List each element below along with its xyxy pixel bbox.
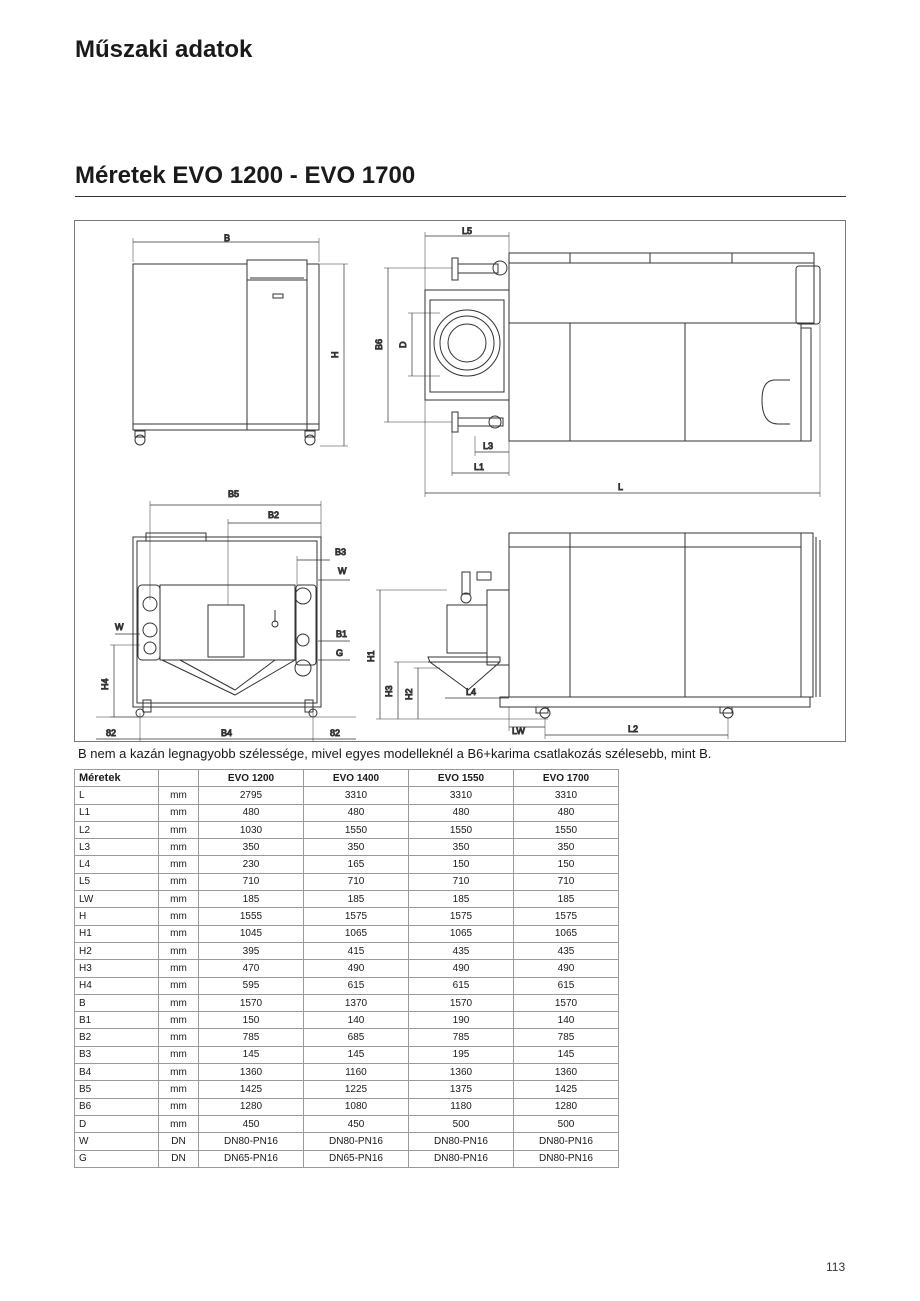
table-cell: 500 bbox=[409, 1115, 514, 1132]
table-cell: 490 bbox=[409, 960, 514, 977]
table-cell: 710 bbox=[409, 873, 514, 890]
dimensions-table bbox=[74, 769, 619, 1168]
table-cell: 140 bbox=[304, 1012, 409, 1029]
table-cell: 3310 bbox=[304, 787, 409, 804]
table-cell: 615 bbox=[304, 977, 409, 994]
table-cell: 3310 bbox=[409, 787, 514, 804]
table-cell: 1360 bbox=[409, 1064, 514, 1081]
table-cell: 685 bbox=[304, 1029, 409, 1046]
table-cell: mm bbox=[159, 891, 199, 908]
table-cell: 490 bbox=[304, 960, 409, 977]
table-cell: 350 bbox=[304, 839, 409, 856]
table-cell: B3 bbox=[75, 1046, 159, 1063]
technical-drawing bbox=[74, 220, 846, 742]
table-cell: mm bbox=[159, 821, 199, 838]
dim-label-B5: B5 bbox=[228, 489, 240, 499]
table-cell: mm bbox=[159, 1012, 199, 1029]
table-cell: L5 bbox=[75, 873, 159, 890]
table-cell: 710 bbox=[304, 873, 409, 890]
dim-label-B6: B6 bbox=[374, 338, 384, 350]
table-cell: 480 bbox=[409, 804, 514, 821]
table-cell: G bbox=[75, 1150, 159, 1167]
table-row bbox=[75, 1012, 619, 1029]
title-divider bbox=[75, 196, 846, 197]
table-cell: H1 bbox=[75, 925, 159, 942]
side-view bbox=[376, 533, 820, 739]
table-cell: mm bbox=[159, 960, 199, 977]
table-row bbox=[75, 925, 619, 942]
table-cell: 1045 bbox=[199, 925, 304, 942]
table-cell: mm bbox=[159, 1029, 199, 1046]
table-cell: 1570 bbox=[199, 994, 304, 1011]
table-cell: 1065 bbox=[409, 925, 514, 942]
dim-label-82-left: 82 bbox=[106, 728, 117, 738]
dim-label-LW: LW bbox=[512, 726, 525, 736]
table-cell: 615 bbox=[514, 977, 619, 994]
header-cell: EVO 1550 bbox=[409, 770, 514, 787]
table-cell: L3 bbox=[75, 839, 159, 856]
table-cell: 1550 bbox=[409, 821, 514, 838]
table-cell: 480 bbox=[514, 804, 619, 821]
table-cell: 1575 bbox=[304, 908, 409, 925]
dim-label-W-left: W bbox=[115, 622, 124, 632]
front-view bbox=[133, 238, 348, 446]
table-cell: 195 bbox=[409, 1046, 514, 1063]
table-cell: L2 bbox=[75, 821, 159, 838]
table-cell: 1575 bbox=[409, 908, 514, 925]
table-cell: H4 bbox=[75, 977, 159, 994]
table-row bbox=[75, 821, 619, 838]
table-cell: 450 bbox=[304, 1115, 409, 1132]
table-cell: 1030 bbox=[199, 821, 304, 838]
dim-label-W-right: W bbox=[338, 566, 347, 576]
table-cell: 185 bbox=[199, 891, 304, 908]
table-cell: H2 bbox=[75, 942, 159, 959]
table-row bbox=[75, 1029, 619, 1046]
table-cell: 145 bbox=[514, 1046, 619, 1063]
dim-label-B2: B2 bbox=[268, 510, 280, 520]
table-cell: 435 bbox=[409, 942, 514, 959]
table-cell: DN80-PN16 bbox=[514, 1133, 619, 1150]
table-row bbox=[75, 1133, 619, 1150]
table-cell: 1425 bbox=[199, 1081, 304, 1098]
table-cell: mm bbox=[159, 804, 199, 821]
section-title: Méretek EVO 1200 - EVO 1700 bbox=[75, 162, 416, 189]
table-cell: 1570 bbox=[409, 994, 514, 1011]
dim-label-D: D bbox=[398, 341, 408, 348]
table-cell: 710 bbox=[199, 873, 304, 890]
table-cell: H bbox=[75, 908, 159, 925]
dim-label-B3: B3 bbox=[335, 547, 347, 557]
page-title: Műszaki adatok bbox=[75, 36, 253, 63]
table-cell: 350 bbox=[409, 839, 514, 856]
table-cell: L bbox=[75, 787, 159, 804]
header-cell: EVO 1700 bbox=[514, 770, 619, 787]
table-cell: 1180 bbox=[409, 1098, 514, 1115]
table-cell: 3310 bbox=[514, 787, 619, 804]
table-cell: mm bbox=[159, 1081, 199, 1098]
table-cell: B2 bbox=[75, 1029, 159, 1046]
table-cell: 350 bbox=[514, 839, 619, 856]
table-cell: DN80-PN16 bbox=[304, 1133, 409, 1150]
table-cell: mm bbox=[159, 839, 199, 856]
dim-label-L3: L3 bbox=[483, 441, 494, 451]
table-cell: 1280 bbox=[199, 1098, 304, 1115]
table-cell: 615 bbox=[409, 977, 514, 994]
table-cell: 490 bbox=[514, 960, 619, 977]
dim-label-L4: L4 bbox=[466, 687, 477, 697]
table-row bbox=[75, 804, 619, 821]
table-row bbox=[75, 891, 619, 908]
table-cell: 165 bbox=[304, 856, 409, 873]
table-row bbox=[75, 856, 619, 873]
dim-label-H1: H1 bbox=[366, 650, 376, 662]
table-cell: 350 bbox=[199, 839, 304, 856]
table-cell: 190 bbox=[409, 1012, 514, 1029]
table-cell: mm bbox=[159, 873, 199, 890]
table-cell: DN bbox=[159, 1133, 199, 1150]
dim-label-H2: H2 bbox=[404, 688, 414, 700]
footnote: B nem a kazán legnagyobb szélessége, mivel egyes modelleknél a B6+karima csatlakozás szélesebb, mint B. bbox=[78, 746, 712, 761]
table-cell: L1 bbox=[75, 804, 159, 821]
table-cell: mm bbox=[159, 994, 199, 1011]
table-cell: 450 bbox=[199, 1115, 304, 1132]
table-cell: mm bbox=[159, 1046, 199, 1063]
table-cell: 1570 bbox=[514, 994, 619, 1011]
table-cell: mm bbox=[159, 942, 199, 959]
table-cell: 470 bbox=[199, 960, 304, 977]
table-cell: mm bbox=[159, 787, 199, 804]
table-cell: 1550 bbox=[514, 821, 619, 838]
top-view bbox=[384, 232, 820, 497]
table-cell: DN bbox=[159, 1150, 199, 1167]
table-cell: 1550 bbox=[304, 821, 409, 838]
table-cell: 1160 bbox=[304, 1064, 409, 1081]
table-row bbox=[75, 1064, 619, 1081]
table-cell: 480 bbox=[199, 804, 304, 821]
rear-view bbox=[96, 501, 356, 741]
table-cell: LW bbox=[75, 891, 159, 908]
table-cell: mm bbox=[159, 908, 199, 925]
table-cell: 785 bbox=[409, 1029, 514, 1046]
dim-label-B4: B4 bbox=[221, 728, 233, 738]
table-cell: mm bbox=[159, 856, 199, 873]
table-cell: 1375 bbox=[409, 1081, 514, 1098]
table-cell: mm bbox=[159, 1115, 199, 1132]
header-cell bbox=[159, 770, 199, 787]
dim-label-L2: L2 bbox=[628, 724, 639, 734]
table-cell: B4 bbox=[75, 1064, 159, 1081]
table-cell: 480 bbox=[304, 804, 409, 821]
table-row bbox=[75, 787, 619, 804]
table-cell: 185 bbox=[514, 891, 619, 908]
table-cell: 1080 bbox=[304, 1098, 409, 1115]
dim-label-L1: L1 bbox=[474, 462, 485, 472]
table-cell: DN65-PN16 bbox=[304, 1150, 409, 1167]
table-cell: 1065 bbox=[514, 925, 619, 942]
table-cell: DN80-PN16 bbox=[514, 1150, 619, 1167]
table-row bbox=[75, 873, 619, 890]
table-cell: 1370 bbox=[304, 994, 409, 1011]
dim-label-L5: L5 bbox=[462, 226, 473, 236]
table-cell: DN80-PN16 bbox=[409, 1133, 514, 1150]
table-cell: 1280 bbox=[514, 1098, 619, 1115]
header-cell: Méretek bbox=[75, 770, 159, 787]
table-row bbox=[75, 977, 619, 994]
table-cell: 150 bbox=[514, 856, 619, 873]
table-cell: B1 bbox=[75, 1012, 159, 1029]
table-cell: B5 bbox=[75, 1081, 159, 1098]
table-cell: 710 bbox=[514, 873, 619, 890]
table-cell: D bbox=[75, 1115, 159, 1132]
table-row bbox=[75, 1046, 619, 1063]
table-cell: 785 bbox=[514, 1029, 619, 1046]
dim-label-H4: H4 bbox=[100, 678, 110, 690]
table-cell: 500 bbox=[514, 1115, 619, 1132]
table-cell: 1065 bbox=[304, 925, 409, 942]
table-cell: DN80-PN16 bbox=[199, 1133, 304, 1150]
table-cell: 1225 bbox=[304, 1081, 409, 1098]
table-row bbox=[75, 960, 619, 977]
header-cell: EVO 1200 bbox=[199, 770, 304, 787]
table-cell: 1360 bbox=[514, 1064, 619, 1081]
dim-label-B1: B1 bbox=[336, 629, 348, 639]
table-cell: 185 bbox=[409, 891, 514, 908]
table-cell: 2795 bbox=[199, 787, 304, 804]
table-cell: 1555 bbox=[199, 908, 304, 925]
table-row bbox=[75, 1115, 619, 1132]
table-row bbox=[75, 1150, 619, 1167]
table-cell: 1575 bbox=[514, 908, 619, 925]
table-cell: 595 bbox=[199, 977, 304, 994]
table-cell: W bbox=[75, 1133, 159, 1150]
table-cell: DN65-PN16 bbox=[199, 1150, 304, 1167]
dim-label-G: G bbox=[336, 648, 344, 658]
table-cell: 435 bbox=[514, 942, 619, 959]
table-cell: 395 bbox=[199, 942, 304, 959]
table-cell: mm bbox=[159, 925, 199, 942]
dim-label-L: L bbox=[618, 482, 624, 492]
header-cell: EVO 1400 bbox=[304, 770, 409, 787]
dim-label-B: B bbox=[224, 233, 231, 243]
table-cell: DN80-PN16 bbox=[409, 1150, 514, 1167]
table-cell: 1425 bbox=[514, 1081, 619, 1098]
table-cell: 415 bbox=[304, 942, 409, 959]
table-cell: 185 bbox=[304, 891, 409, 908]
table-row bbox=[75, 1098, 619, 1115]
table-cell: mm bbox=[159, 1098, 199, 1115]
table-cell: 145 bbox=[199, 1046, 304, 1063]
table-cell: mm bbox=[159, 977, 199, 994]
table-body bbox=[75, 787, 619, 1168]
page-number: 113 bbox=[826, 1260, 846, 1274]
table-cell: L4 bbox=[75, 856, 159, 873]
table-cell: 145 bbox=[304, 1046, 409, 1063]
table-cell: 150 bbox=[199, 1012, 304, 1029]
table-cell: 230 bbox=[199, 856, 304, 873]
table-row bbox=[75, 839, 619, 856]
table-row bbox=[75, 994, 619, 1011]
table-cell: B bbox=[75, 994, 159, 1011]
dim-label-H3: H3 bbox=[384, 685, 394, 697]
table-row bbox=[75, 1081, 619, 1098]
table-cell: 150 bbox=[409, 856, 514, 873]
table-row bbox=[75, 908, 619, 925]
table-header-row bbox=[75, 770, 619, 787]
dim-label-H: H bbox=[330, 351, 340, 358]
table-cell: mm bbox=[159, 1064, 199, 1081]
table-cell: 140 bbox=[514, 1012, 619, 1029]
table-cell: B6 bbox=[75, 1098, 159, 1115]
dim-label-82-right: 82 bbox=[330, 728, 341, 738]
table-cell: H3 bbox=[75, 960, 159, 977]
table-cell: 1360 bbox=[199, 1064, 304, 1081]
table-cell: 785 bbox=[199, 1029, 304, 1046]
table-row bbox=[75, 942, 619, 959]
